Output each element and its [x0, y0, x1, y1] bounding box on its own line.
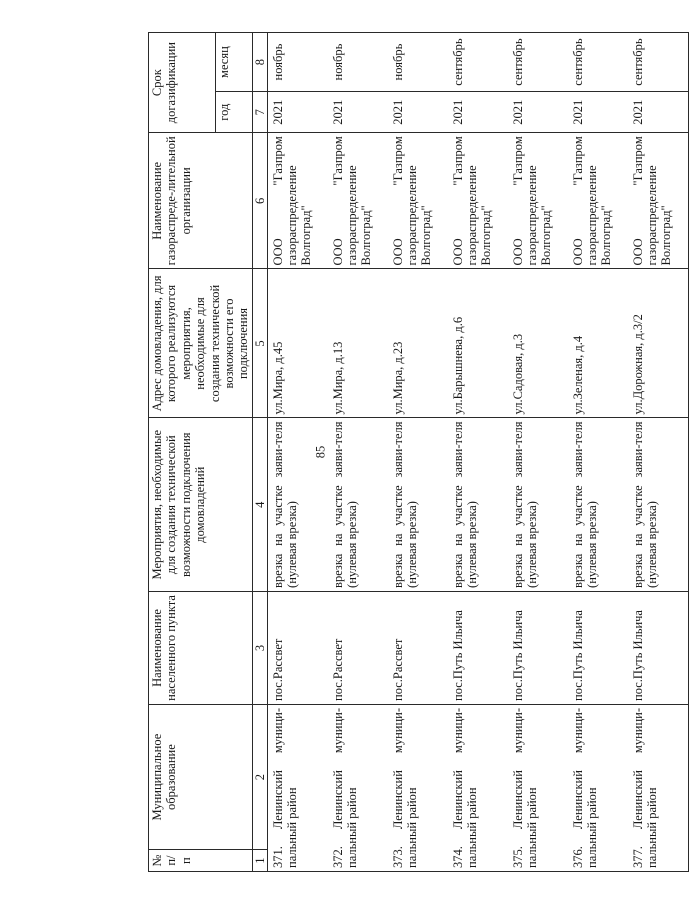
- row-month: сентябрь: [568, 33, 628, 92]
- table-row: [568, 33, 628, 872]
- row-year: 2021: [267, 92, 328, 133]
- row-number: 377.: [630, 846, 645, 868]
- row-municipality-text: Ленинский муници-пальный район: [270, 708, 299, 868]
- row-municipality: [508, 705, 568, 872]
- row-organization: ООО "Газпром газораспределение Волгоград": [388, 133, 448, 269]
- row-organization: ООО "Газпром газораспределение Волгоград": [267, 133, 328, 269]
- table-row: [388, 33, 448, 872]
- gasification-table: [148, 32, 689, 872]
- row-address: ул.Мира, д.45: [267, 269, 328, 418]
- row-organization: ООО "Газпром газораспределение Волгоград": [628, 133, 689, 269]
- row-address: ул.Мира, д.13: [328, 269, 388, 418]
- row-municipality: [388, 705, 448, 872]
- row-number: 373.: [390, 846, 405, 868]
- row-number: 372.: [330, 846, 345, 868]
- row-address: ул.Мира, д.23: [388, 269, 448, 418]
- row-month: ноябрь: [388, 33, 448, 92]
- row-month: сентябрь: [448, 33, 508, 92]
- row-measure: врезка на участке заяви-теля (нулевая врезка): [448, 418, 508, 591]
- row-municipality-text: Ленинский муници-пальный район: [450, 708, 479, 868]
- row-municipality-text: Ленинский муници-пальный район: [570, 708, 599, 868]
- row-month: сентябрь: [628, 33, 689, 92]
- header-year: год: [215, 92, 252, 133]
- column-number: 2: [252, 705, 267, 850]
- header-municipality: Муниципальное образование: [149, 705, 253, 850]
- column-number: 1: [252, 850, 267, 872]
- header-row: [149, 33, 216, 872]
- header-measures: Мероприятия, необходимые для создания технической возможности подключения домовладений: [149, 418, 253, 591]
- row-year: 2021: [508, 92, 568, 133]
- row-measure: врезка на участке заяви-теля (нулевая врезка): [628, 418, 689, 591]
- row-address: ул.Садовая, д.3: [508, 269, 568, 418]
- rotated-page: [148, 32, 674, 872]
- row-month: сентябрь: [508, 33, 568, 92]
- row-number: 376.: [570, 846, 585, 868]
- column-number: 8: [252, 33, 267, 92]
- row-year: 2021: [628, 92, 689, 133]
- table-body: [267, 33, 688, 872]
- row-measure: врезка на участке заяви-теля (нулевая врезка): [267, 418, 328, 591]
- row-year: 2021: [388, 92, 448, 133]
- table-row: [267, 33, 328, 872]
- row-settlement: пос.Рассвет: [267, 591, 328, 704]
- row-measure: врезка на участке заяви-теля (нулевая врезка): [388, 418, 448, 591]
- row-municipality: [448, 705, 508, 872]
- table-row: [508, 33, 568, 872]
- row-number: 375.: [510, 846, 525, 868]
- row-municipality: [328, 705, 388, 872]
- column-number: 3: [252, 591, 267, 704]
- row-address: ул.Дорожная, д.3/2: [628, 269, 689, 418]
- column-number: 7: [252, 92, 267, 133]
- header-organization: Наименование газораспреде-лительной организации: [149, 133, 253, 269]
- column-number: 5: [252, 269, 267, 418]
- row-municipality: [628, 705, 689, 872]
- row-municipality-text: Ленинский муници-пальный район: [630, 708, 659, 868]
- row-settlement: пос.Путь Ильича: [568, 591, 628, 704]
- row-address: ул.Барышнева, д.6: [448, 269, 508, 418]
- row-year: 2021: [448, 92, 508, 133]
- row-address: ул.Зеленая, д.4: [568, 269, 628, 418]
- column-number-row: [252, 33, 267, 872]
- row-settlement: пос.Путь Ильича: [448, 591, 508, 704]
- row-organization: ООО "Газпром газораспределение Волгоград": [328, 133, 388, 269]
- row-number: 374.: [450, 846, 465, 868]
- header-num: № п/п: [149, 850, 253, 872]
- row-settlement: пос.Путь Ильича: [628, 591, 689, 704]
- row-organization: ООО "Газпром газораспределение Волгоград": [568, 133, 628, 269]
- row-number: 371.: [270, 846, 285, 868]
- row-organization: ООО "Газпром газораспределение Волгоград": [508, 133, 568, 269]
- page-number: 85: [313, 445, 328, 459]
- row-settlement: пос.Рассвет: [328, 591, 388, 704]
- header-term: Срок догазификации: [149, 33, 216, 133]
- row-measure: врезка на участке заяви-теля (нулевая врезка): [568, 418, 628, 591]
- row-year: 2021: [328, 92, 388, 133]
- row-municipality-text: Ленинский муници-пальный район: [510, 708, 539, 868]
- column-number: 4: [252, 418, 267, 591]
- table-row: [328, 33, 388, 872]
- header-settlement: Наименование населенного пункта: [149, 591, 253, 704]
- row-municipality-text: Ленинский муници-пальный район: [330, 708, 359, 868]
- row-settlement: пос.Рассвет: [388, 591, 448, 704]
- table-row: [628, 33, 689, 872]
- header-month: месяц: [215, 33, 252, 92]
- row-year: 2021: [568, 92, 628, 133]
- row-measure: врезка на участке заяви-теля (нулевая врезка): [328, 418, 388, 591]
- row-measure: врезка на участке заяви-теля (нулевая врезка): [508, 418, 568, 591]
- table-row: [448, 33, 508, 872]
- row-month: ноябрь: [328, 33, 388, 92]
- row-municipality: [568, 705, 628, 872]
- row-municipality: [267, 705, 328, 872]
- row-month: ноябрь: [267, 33, 328, 92]
- row-settlement: пос.Путь Ильича: [508, 591, 568, 704]
- header-address: Адрес домовладения, для которого реализуются мероприятия, необходимые для создания технической возможности его подключения: [149, 269, 253, 418]
- row-organization: ООО "Газпром газораспределение Волгоград": [448, 133, 508, 269]
- column-number: 6: [252, 133, 267, 269]
- row-municipality-text: Ленинский муници-пальный район: [390, 708, 419, 868]
